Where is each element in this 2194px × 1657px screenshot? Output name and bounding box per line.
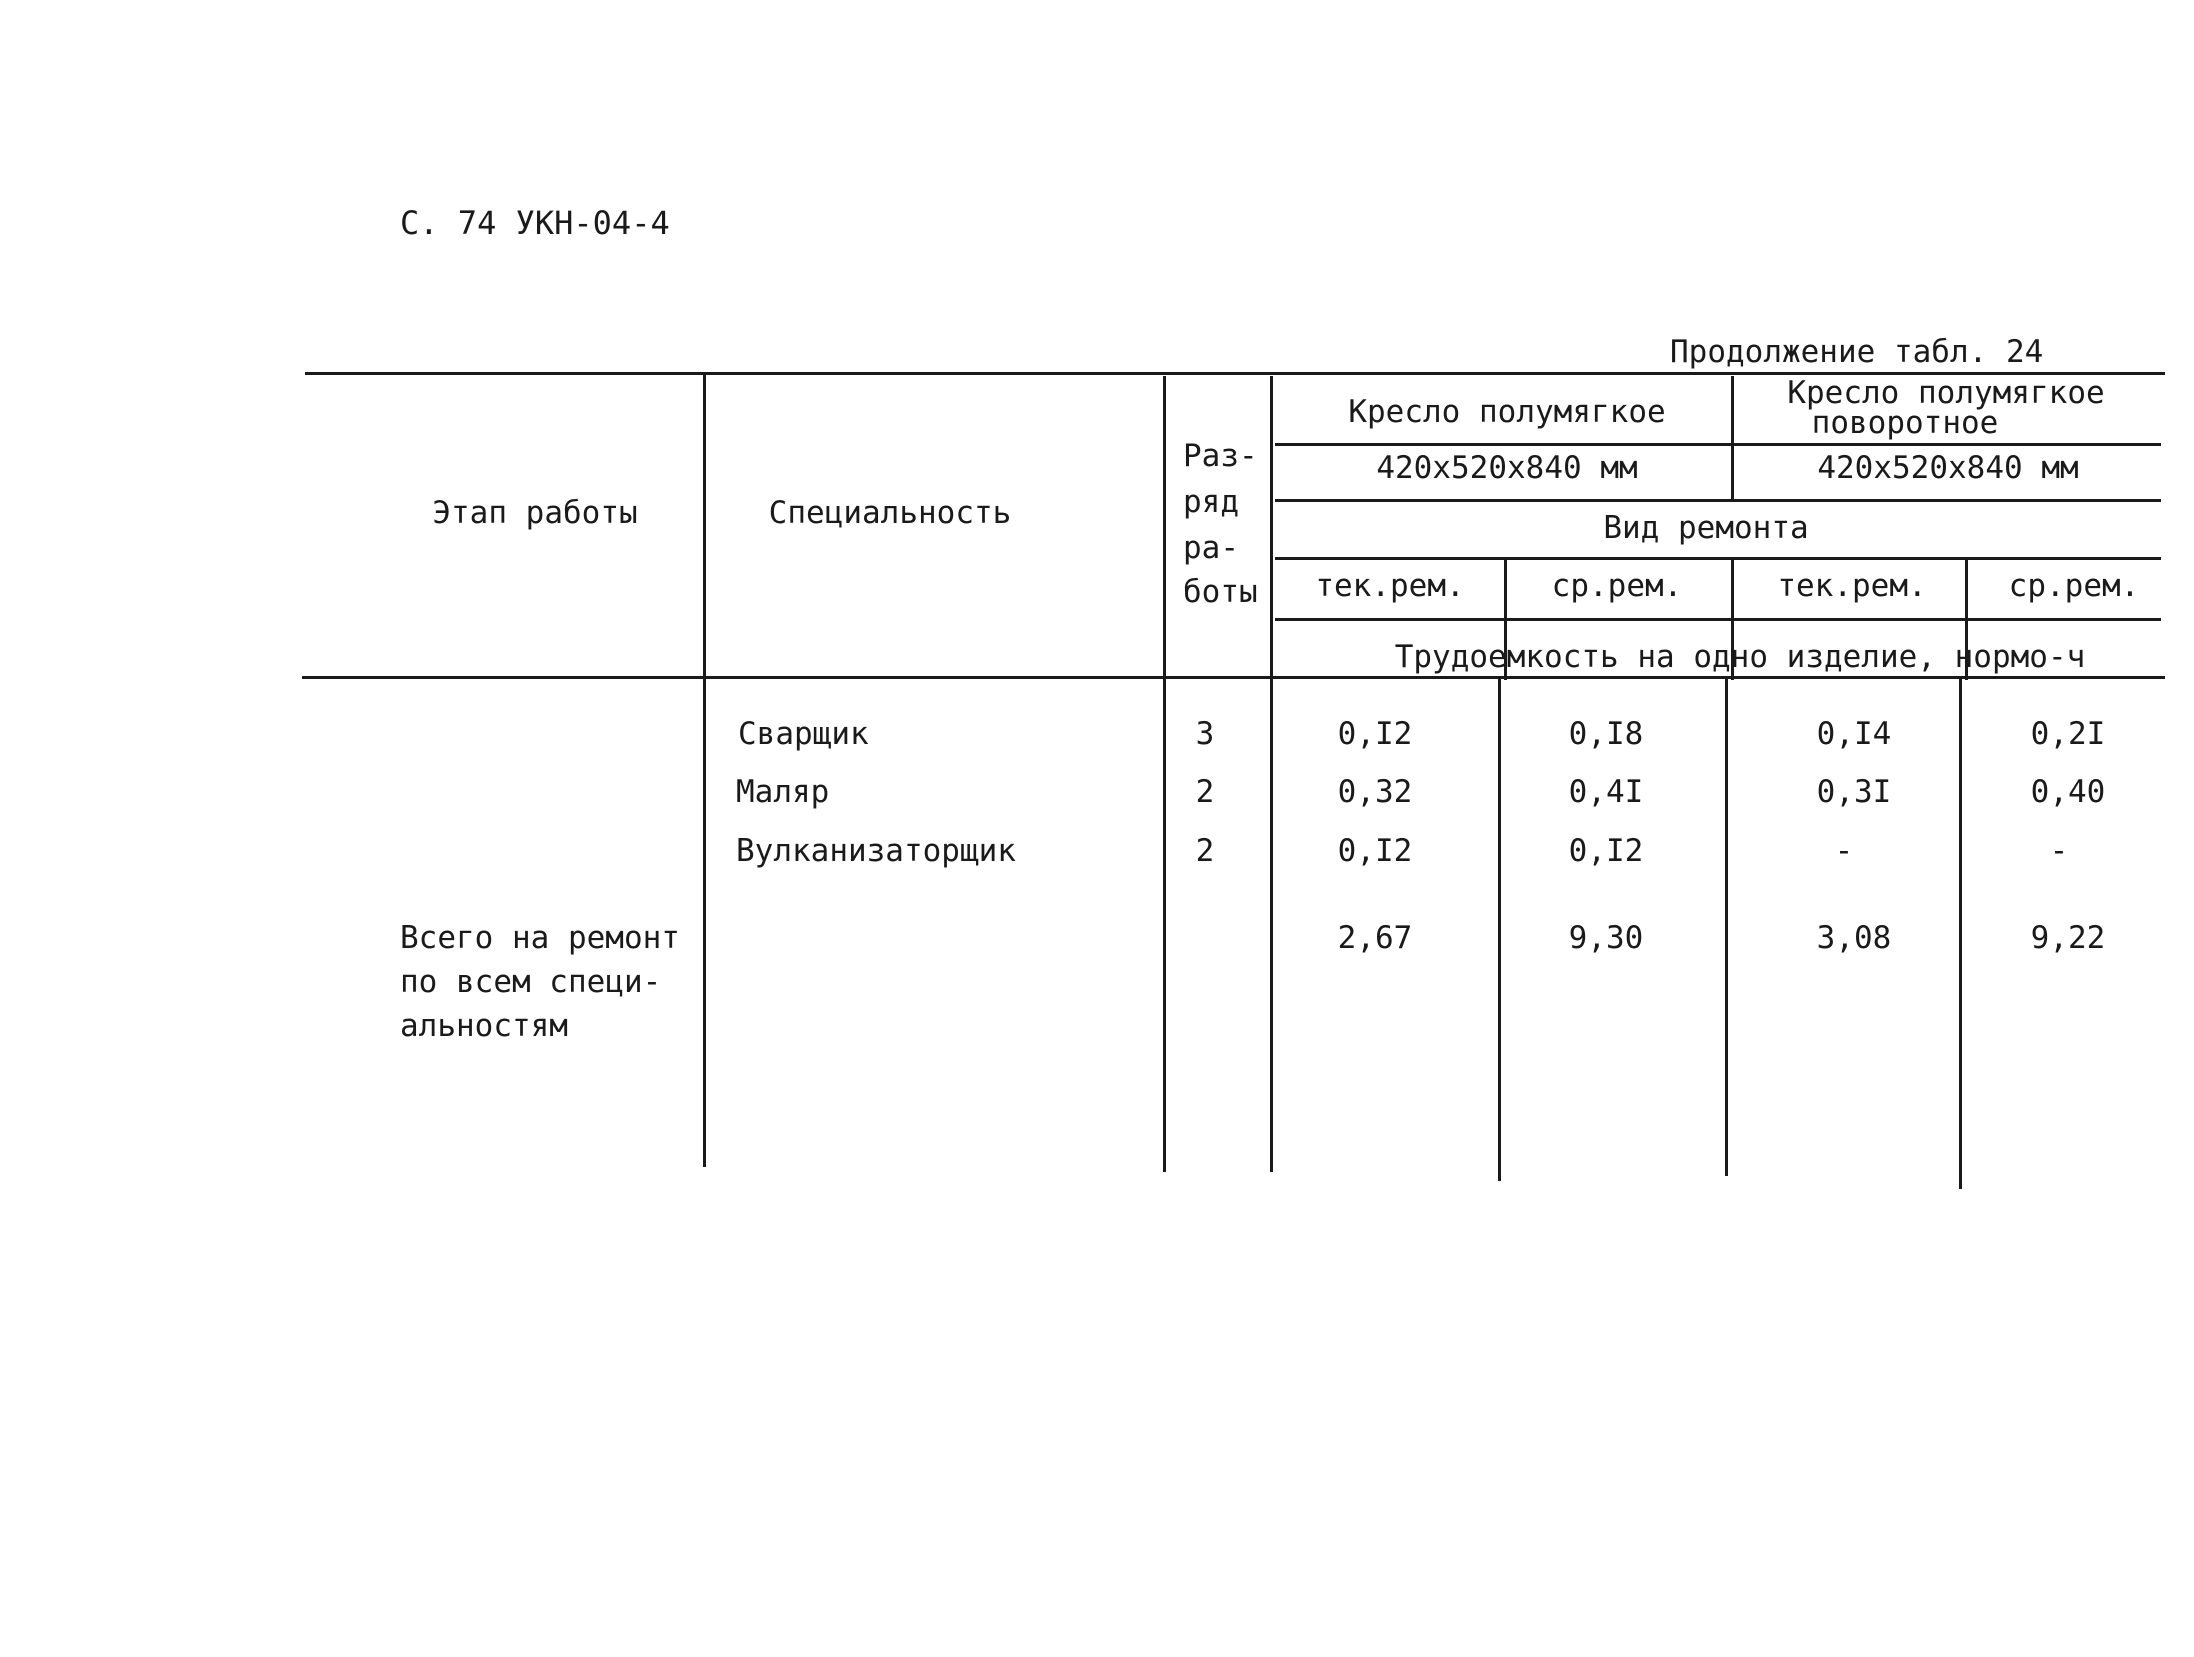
row-grade: 3 bbox=[1195, 716, 1215, 752]
col-divider-values-1-body bbox=[1498, 676, 1501, 1181]
row-value-2: 0,I2 bbox=[1568, 833, 1644, 869]
row-value-2: 0,I8 bbox=[1568, 716, 1644, 752]
row-value-4: 0,40 bbox=[2030, 774, 2106, 810]
header-product-2-name-line-1: Кресло полумягкое bbox=[1787, 375, 2105, 411]
header-repair-kind-2: ср.рем. bbox=[1551, 568, 1683, 604]
header-grade-line-2: ряд bbox=[1183, 484, 1239, 520]
row-specialty: Маляр bbox=[736, 774, 830, 810]
total-label-line-3: альностям bbox=[400, 1008, 568, 1044]
header-product-2-size: 420x520x840 мм bbox=[1817, 450, 2079, 486]
header-repair-kind-4: ср.рем. bbox=[2008, 568, 2140, 604]
total-value-1: 2,67 bbox=[1337, 920, 1413, 956]
row-value-3: 0,I4 bbox=[1816, 716, 1892, 752]
header-repair-kind-3: тек.рем. bbox=[1777, 568, 1927, 604]
total-value-2: 9,30 bbox=[1568, 920, 1644, 956]
col-divider-values-2-body bbox=[1725, 676, 1728, 1176]
row-value-3: 0,3I bbox=[1816, 774, 1892, 810]
rule-under-sizes bbox=[1275, 499, 2161, 502]
total-value-3: 3,08 bbox=[1816, 920, 1892, 956]
page-header: С. 74 УКН-04-4 bbox=[400, 204, 670, 242]
row-specialty: Вулканизаторщик bbox=[736, 833, 1016, 869]
col-divider-products bbox=[1731, 376, 1734, 500]
row-specialty: Сварщик bbox=[738, 716, 869, 752]
row-grade: 2 bbox=[1195, 774, 1215, 810]
header-grade-line-4: боты bbox=[1183, 574, 1258, 610]
rule-under-repair-type bbox=[1275, 557, 2161, 560]
row-value-1: 0,I2 bbox=[1337, 833, 1413, 869]
header-repair-type: Вид ремонта bbox=[1603, 510, 1809, 546]
row-value-4: - bbox=[2049, 833, 2069, 869]
col-divider-grade bbox=[1270, 376, 1273, 1172]
rule-under-product-names bbox=[1275, 443, 2161, 446]
row-value-3: - bbox=[1834, 833, 1854, 869]
row-value-1: 0,32 bbox=[1337, 774, 1413, 810]
row-value-2: 0,4I bbox=[1568, 774, 1644, 810]
rule-under-repair-kinds bbox=[1275, 618, 2161, 621]
row-value-4: 0,2I bbox=[2030, 716, 2106, 752]
header-repair-kind-1: тек.рем. bbox=[1315, 568, 1465, 604]
header-specialty: Специальность bbox=[768, 495, 1012, 531]
row-value-1: 0,I2 bbox=[1337, 716, 1413, 752]
col-divider-specialty bbox=[1163, 376, 1166, 1172]
continuation-label: Продолжение табл. 24 bbox=[1670, 334, 2044, 370]
header-labor: Трудоемкость на одно изделие, нормо-ч bbox=[1394, 639, 2086, 675]
col-divider-values-3-body bbox=[1959, 676, 1962, 1189]
header-product-1-size: 420x520x840 мм bbox=[1376, 450, 1638, 486]
header-stage: Этап работы bbox=[432, 495, 638, 531]
row-grade: 2 bbox=[1195, 833, 1215, 869]
header-grade-line-3: ра- bbox=[1183, 530, 1239, 566]
col-divider-stage bbox=[703, 372, 706, 1167]
total-value-4: 9,22 bbox=[2030, 920, 2106, 956]
header-product-2-name-line-2: поворотное bbox=[1811, 405, 1999, 441]
header-product-1-name: Кресло полумягкое bbox=[1348, 394, 1666, 430]
header-grade-line-1: Раз- bbox=[1183, 438, 1258, 474]
total-label-line-1: Всего на ремонт bbox=[400, 920, 680, 956]
table-header-bottom-border bbox=[302, 676, 2165, 679]
total-label-line-2: по всем специ- bbox=[400, 964, 662, 1000]
